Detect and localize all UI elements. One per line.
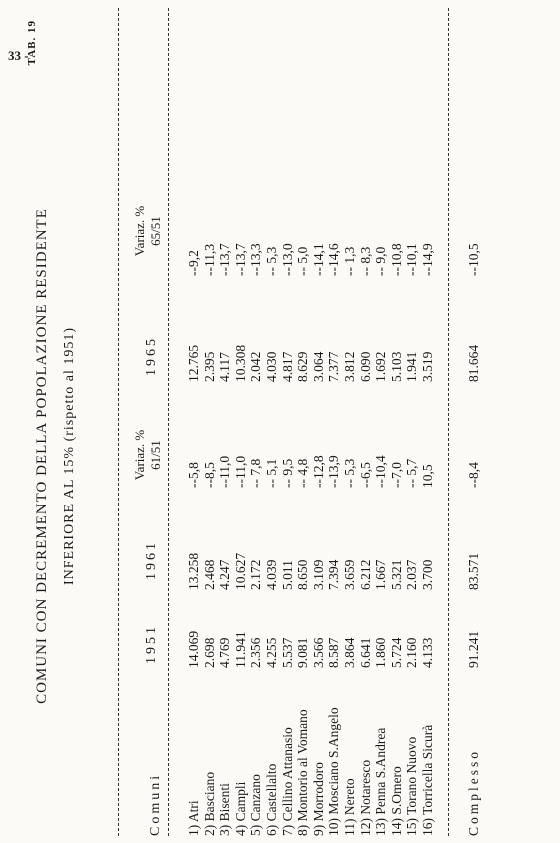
table-row — [342, 8, 357, 836]
row-1965: 7.377 — [326, 351, 342, 382]
row-variaz-61-51: --10,4 — [373, 455, 389, 488]
header-variaz-2 — [132, 186, 164, 276]
table-row — [217, 8, 232, 836]
row-1961: 5.321 — [388, 559, 404, 590]
row-1961: 7.394 — [326, 559, 342, 590]
row-name: 15) Torano Nuovo — [404, 736, 420, 836]
row-name: 10) Mosciano S.Angelo — [326, 707, 342, 836]
top-dashed-rule — [118, 8, 119, 836]
row-variaz-65-51: --13,7 — [232, 243, 248, 276]
row-1951: 2.698 — [201, 637, 217, 668]
table-row — [248, 8, 263, 836]
table-row — [326, 8, 341, 836]
row-1965: 3.064 — [310, 351, 326, 382]
row-1961: 4.039 — [264, 559, 279, 590]
row-1961: 8.650 — [295, 559, 311, 590]
header-variaz-1 — [132, 410, 164, 500]
rotated-table-page — [20, 8, 540, 836]
row-variaz-65-51: --11,3 — [201, 243, 217, 276]
row-1951: 14.069 — [186, 630, 201, 668]
row-variaz-61-51: --7,0 — [388, 462, 404, 488]
table-title: COMUNI CON DECREMENTO DELLA POPOLAZIONE RESIDENTE — [34, 208, 50, 704]
row-1965: 3.812 — [342, 351, 357, 382]
total-label: Complesso — [466, 748, 481, 836]
row-variaz-61-51: --6,5 — [357, 462, 373, 488]
row-1961: 3.700 — [420, 559, 435, 590]
total-row — [466, 8, 481, 836]
row-variaz-65-51: --13,7 — [217, 243, 233, 276]
table-row — [404, 8, 419, 836]
row-variaz-65-51: --13,3 — [248, 243, 264, 276]
row-1951: 4.769 — [217, 637, 233, 668]
row-1961: 3.109 — [310, 559, 326, 590]
header-variaz-1-period: 61/51 — [148, 440, 163, 470]
row-1951: 8.587 — [326, 637, 342, 668]
row-variaz-61-51: --5,8 — [186, 462, 201, 488]
row-variaz-61-51: 10,5 — [420, 464, 435, 488]
row-name: 8) Montorio al Vomano — [295, 709, 311, 836]
row-1961: 3.659 — [342, 559, 357, 590]
table-row — [311, 8, 326, 836]
row-variaz-61-51: -- 9,5 — [279, 458, 295, 488]
row-name: 6) Castellalto — [264, 763, 279, 836]
row-variaz-65-51: --14,9 — [420, 243, 435, 276]
total-1965: 81.664 — [466, 344, 481, 382]
row-name: 16) Torricella Sicurà — [420, 724, 435, 836]
row-1951: 4.133 — [420, 637, 435, 668]
row-variaz-65-51: --13,0 — [279, 243, 295, 276]
row-1965: 6.090 — [357, 351, 373, 382]
row-variaz-65-51: --14,1 — [310, 243, 326, 276]
header-variaz-1-label: Variaz. % — [132, 429, 147, 481]
row-1951: 3.864 — [342, 637, 357, 668]
row-name: 12) Notaresco — [357, 759, 373, 836]
row-1965: 2.395 — [201, 351, 217, 382]
row-variaz-61-51: --12,8 — [310, 455, 326, 488]
total-1961: 83.571 — [466, 552, 481, 590]
row-1951: 2.160 — [404, 637, 420, 668]
row-name: 7) Cellino Attanasio — [279, 727, 295, 836]
row-variaz-61-51: -- 5,7 — [404, 458, 420, 488]
total-variaz-65-51: --10,5 — [466, 243, 481, 276]
table-row — [202, 8, 217, 836]
table-row — [280, 8, 295, 836]
table-row — [233, 8, 248, 836]
row-variaz-65-51: --10,1 — [404, 243, 420, 276]
row-variaz-61-51: --13,9 — [326, 455, 342, 488]
row-1961: 13.258 — [186, 552, 201, 590]
row-name: 13) Penna S.Andrea — [373, 727, 389, 836]
row-variaz-65-51: -- 5,3 — [264, 246, 279, 276]
row-variaz-61-51: --8,5 — [201, 462, 217, 488]
row-1951: 11.941 — [232, 631, 248, 668]
row-1961: 6.212 — [357, 559, 373, 590]
row-variaz-61-51: -- 5,3 — [342, 458, 357, 488]
row-1951: 3.566 — [310, 637, 326, 668]
header-1961: 1961 — [144, 540, 159, 580]
row-1965: 12.765 — [186, 344, 201, 382]
row-variaz-65-51: -- 1,3 — [342, 246, 357, 276]
row-variaz-61-51: --11,0 — [232, 455, 248, 488]
row-1965: 10.308 — [232, 344, 248, 382]
row-variaz-61-51: -- 5,1 — [264, 458, 279, 488]
row-1961: 2.037 — [404, 559, 420, 590]
row-variaz-65-51: --14,6 — [326, 243, 342, 276]
row-name: 9) Morrodoro — [310, 762, 326, 836]
total-variaz-61-51: --8,4 — [466, 462, 481, 488]
row-name: 14) S.Omero — [388, 766, 404, 836]
row-1965: 8.629 — [295, 351, 311, 382]
row-variaz-65-51: --10,8 — [388, 243, 404, 276]
table-row — [420, 8, 435, 836]
row-1965: 4.030 — [264, 351, 279, 382]
row-1961: 4.247 — [217, 559, 233, 590]
row-1961: 2.172 — [248, 559, 264, 590]
table-row — [373, 8, 388, 836]
total-1951: 91.241 — [466, 630, 481, 668]
header-variaz-2-label: Variaz. % — [132, 205, 147, 257]
row-1951: 2.356 — [248, 637, 264, 668]
row-1961: 1.667 — [373, 559, 389, 590]
row-1961: 2.468 — [201, 559, 217, 590]
row-variaz-65-51: --9,2 — [186, 250, 201, 276]
row-1951: 5.724 — [388, 637, 404, 668]
row-1951: 5.537 — [279, 637, 295, 668]
header-variaz-2-period: 65/51 — [148, 216, 163, 246]
header-comuni: Comuni — [148, 772, 163, 836]
row-name: 1) Atri — [186, 800, 201, 836]
total-dashed-rule — [448, 8, 449, 836]
row-1965: 3.519 — [420, 351, 435, 382]
row-name: 3) Bisenti — [217, 783, 233, 836]
row-1951: 9.081 — [295, 637, 311, 668]
row-1965: 4.117 — [217, 352, 233, 382]
row-variaz-61-51: -- 7,8 — [248, 458, 264, 488]
row-1965: 5.103 — [388, 351, 404, 382]
table-row — [186, 8, 201, 836]
row-variaz-61-51: --11,0 — [217, 455, 233, 488]
header-1965: 1965 — [144, 336, 159, 376]
row-variaz-65-51: -- 8,3 — [357, 246, 373, 276]
row-name: 4) Campli — [232, 781, 248, 836]
row-1951: 1.860 — [373, 637, 389, 668]
row-variaz-61-51: -- 4,8 — [295, 458, 311, 488]
row-name: 5) Canzano — [248, 774, 264, 836]
row-variaz-65-51: -- 5,0 — [295, 246, 311, 276]
row-1965: 4.817 — [279, 351, 295, 382]
row-1951: 6.641 — [357, 637, 373, 668]
page-number: 33 - — [8, 48, 29, 63]
row-1965: 2.042 — [248, 351, 264, 382]
table-subtitle: INFERIORE AL 15% (rispetto al 1951) — [62, 326, 77, 586]
table-row — [264, 8, 279, 836]
row-name: 11) Nereto — [342, 778, 357, 836]
header-1951: 1951 — [144, 624, 159, 664]
row-1961: 10.627 — [232, 552, 248, 590]
row-1961: 5.011 — [279, 560, 295, 590]
row-1965: 1.692 — [373, 351, 389, 382]
row-1965: 1.941 — [404, 351, 420, 382]
table-row — [389, 8, 404, 836]
table-row — [295, 8, 310, 836]
row-name: 2) Basciano — [201, 771, 217, 836]
table-label: TAB. 19 — [26, 20, 38, 66]
row-variaz-65-51: -- 9,0 — [373, 246, 389, 276]
header-dashed-rule — [168, 8, 169, 836]
table-row — [358, 8, 373, 836]
row-1951: 4.255 — [264, 637, 279, 668]
